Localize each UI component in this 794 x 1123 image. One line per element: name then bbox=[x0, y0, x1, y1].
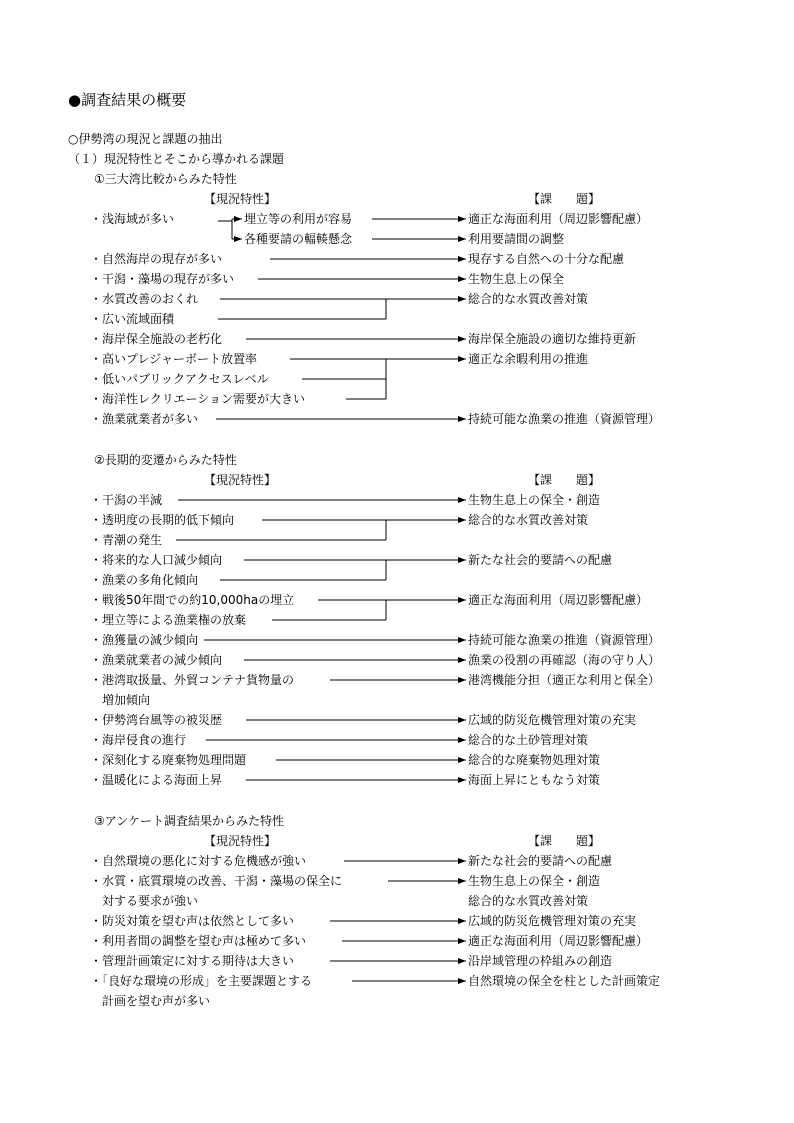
b2-item-5: ・漁業の多角化傾向 bbox=[90, 573, 199, 587]
b2-task-1: 生物生息上の保全・創造 bbox=[468, 493, 601, 507]
block3-header-left: 【現況特性】 bbox=[204, 834, 277, 848]
b2-task-7: 港湾機能分担（適正な利用と保全） bbox=[468, 673, 661, 687]
b3-task-4: 広域的防災危機管理対策の充実 bbox=[468, 914, 637, 928]
b2-task-8: 広域的防災危機管理対策の充実 bbox=[468, 713, 637, 727]
b2-item-4: ・将来的な人口減少傾向 bbox=[90, 553, 223, 567]
block2-header-left: 【現況特性】 bbox=[204, 473, 277, 487]
b1-item-9: ・海洋性レクリエーション需要が大きい bbox=[90, 392, 306, 406]
b1-item-4: ・水質改善のおくれ bbox=[90, 292, 199, 306]
b2-task-2: 総合的な水質改善対策 bbox=[468, 513, 589, 527]
b3-item-2: ・水質・底質環境の改善、干潟・藻場の保全に bbox=[90, 874, 343, 888]
b1-item-1: ・浅海域が多い bbox=[90, 212, 175, 226]
b1-task-3: 現存する自然への十分な配慮 bbox=[468, 252, 625, 266]
b1-item-10: ・漁業就業者が多い bbox=[90, 412, 199, 426]
b1-task-6: 海岸保全施設の適切な維持更新 bbox=[468, 332, 637, 346]
block2-heading: ②長期的変遷からみた特性 bbox=[94, 453, 237, 467]
b2-task-3: 新たな社会的要請への配慮 bbox=[468, 553, 613, 567]
b2-task-10: 総合的な廃棄物処理対策 bbox=[468, 753, 601, 767]
b3-task-6: 沿岸域管理の枠組みの創造 bbox=[468, 954, 613, 968]
b1-task-1: 適正な海面利用（周辺影響配慮） bbox=[468, 212, 649, 226]
b1-item-7: ・高いプレジャーボート放置率 bbox=[90, 352, 257, 366]
b2-item-9: ・漁業就業者の減少傾向 bbox=[90, 653, 223, 667]
b2-item-13: ・深刻化する廃棄物処理問題 bbox=[90, 753, 247, 767]
b3-item-6: ・「良好な環境の形成」を主要課題とする bbox=[90, 974, 313, 988]
b2-item-8: ・漁獲量の減少傾向 bbox=[90, 633, 199, 647]
b3-task-5: 適正な海面利用（周辺影響配慮） bbox=[468, 934, 649, 948]
page-title: ●調査結果の概要 bbox=[68, 91, 187, 109]
b2-item-7: ・埋立等による漁業権の放棄 bbox=[90, 613, 247, 627]
b2-task-9: 総合的な土砂管理対策 bbox=[468, 733, 589, 747]
b1-item-8: ・低いパブリックアクセスレベル bbox=[90, 372, 269, 386]
b1-task-2: 利用要請間の調整 bbox=[468, 232, 565, 246]
b2-item-1: ・干潟の半減 bbox=[90, 493, 163, 507]
b3-item-6-cont: 計画を望む声が多い bbox=[102, 994, 211, 1008]
b1-task-7: 適正な余暇利用の推進 bbox=[468, 352, 589, 366]
b3-task-2: 生物生息上の保全・創造 bbox=[468, 874, 601, 888]
b2-item-3: ・青潮の発生 bbox=[90, 533, 163, 547]
block1-heading: ①三大湾比較からみた特性 bbox=[94, 172, 237, 186]
b1-task-4: 生物生息上の保全 bbox=[468, 272, 565, 286]
b1-item-3: ・干潟・藻場の現存が多い bbox=[90, 272, 235, 286]
block1-header-right: 【課 題】 bbox=[528, 192, 601, 206]
b1-item-6: ・海岸保全施設の老朽化 bbox=[90, 332, 223, 346]
b1-task-8: 持続可能な漁業の推進（資源管理） bbox=[468, 412, 661, 426]
b1-item-1a: 埋立等の利用が容易 bbox=[244, 212, 353, 226]
b3-task-3: 総合的な水質改善対策 bbox=[468, 894, 589, 908]
b2-item-11: ・伊勢湾台風等の被災歴 bbox=[90, 713, 223, 727]
b2-item-10: ・港湾取扱量、外貿コンテナ貨物量の bbox=[90, 673, 295, 687]
b3-item-5: ・管理計画策定に対する期待は大きい bbox=[90, 954, 295, 968]
block2-header-right: 【課 題】 bbox=[528, 473, 601, 487]
b1-item-5: ・広い流域面積 bbox=[90, 312, 175, 326]
b2-item-2: ・透明度の長期的低下傾向 bbox=[90, 513, 235, 527]
section-heading: ○伊勢湾の現況と課題の抽出 bbox=[68, 132, 223, 146]
b1-task-5: 総合的な水質改善対策 bbox=[468, 292, 589, 306]
b3-task-1: 新たな社会的要請への配慮 bbox=[468, 854, 613, 868]
block3-heading: ③アンケート調査結果からみた特性 bbox=[94, 814, 285, 828]
subsection-heading: （１）現況特性とそこから導かれる課題 bbox=[68, 152, 285, 166]
block1-header-left: 【現況特性】 bbox=[204, 192, 277, 206]
b2-item-10-cont: 増加傾向 bbox=[102, 693, 151, 707]
b1-item-2: ・自然海岸の現存が多い bbox=[90, 252, 223, 266]
b3-item-2-cont: 対する要求が強い bbox=[102, 894, 199, 908]
b3-task-7: 自然環境の保全を柱とした計画策定 bbox=[468, 974, 661, 988]
b2-item-12: ・海岸侵食の進行 bbox=[90, 733, 187, 747]
b2-task-11: 海面上昇にともなう対策 bbox=[468, 773, 601, 787]
b2-task-5: 持続可能な漁業の推進（資源管理） bbox=[468, 633, 661, 647]
b3-item-3: ・防災対策を望む声は依然として多い bbox=[90, 914, 295, 928]
b1-item-1b: 各種要請の輻輳懸念 bbox=[244, 232, 353, 246]
block3-header-right: 【課 題】 bbox=[528, 834, 601, 848]
b3-item-4: ・利用者間の調整を望む声は極めて多い bbox=[90, 934, 307, 948]
b2-task-6: 漁業の役割の再確認（海の守り人） bbox=[468, 653, 661, 667]
b2-task-4: 適正な海面利用（周辺影響配慮） bbox=[468, 593, 649, 607]
b2-item-6: ・戦後50年間での約10,000haの埋立 bbox=[90, 593, 295, 607]
b3-item-1: ・自然環境の悪化に対する危機感が強い bbox=[90, 854, 307, 868]
b2-item-14: ・温暖化による海面上昇 bbox=[90, 773, 223, 787]
